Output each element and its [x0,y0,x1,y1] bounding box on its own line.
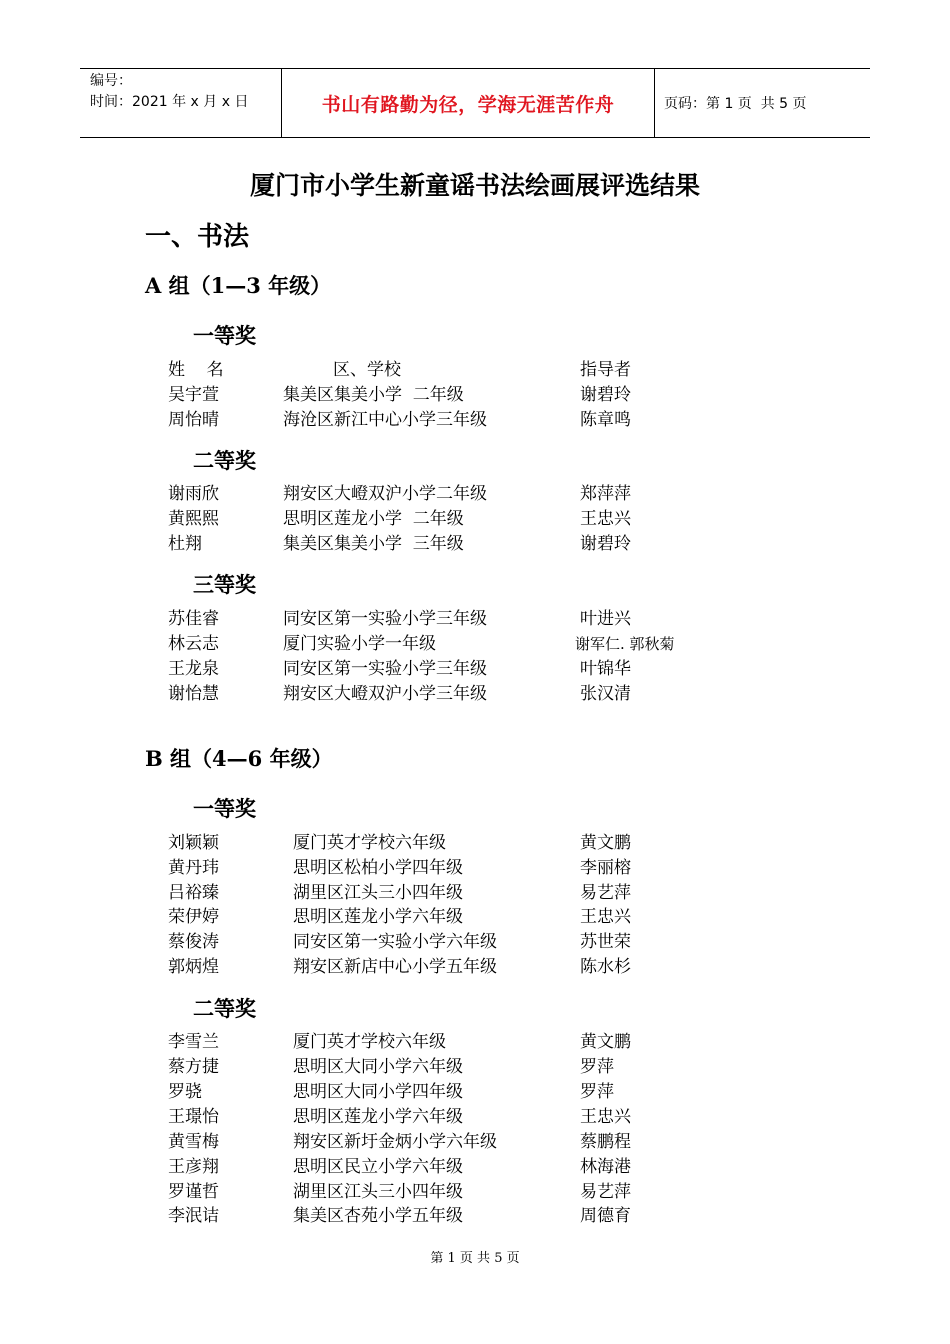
school-grade: 厦门英才学校六年级 [293,1032,446,1052]
teacher-name: 谢碧玲 [580,534,631,554]
group-a-third-prize-heading: 三等奖 [193,573,256,597]
school-grade: 同安区第一实验小学六年级 [293,932,497,952]
header-motto-cell [282,69,655,137]
table-row [0,1105,950,1130]
table-row [0,1080,950,1105]
table-row [0,482,950,507]
number-label: 编号： [90,73,132,89]
student-name: 刘颖颖 [168,833,219,853]
teacher-name: 蔡鹏程 [580,1132,631,1152]
school-grade: 海沧区新江中心小学三年级 [283,410,487,430]
student-name: 吕裕臻 [168,883,219,903]
school-grade: 翔安区新圩金炳小学六年级 [293,1132,497,1152]
table-row [0,831,950,856]
teacher-name: 罗萍 [580,1057,614,1077]
student-name: 王璟怡 [168,1107,219,1127]
student-name: 苏佳睿 [168,609,219,629]
page-header [80,68,870,138]
school-grade: 翔安区大嶝双沪小学二年级 [283,484,487,504]
table-row [0,408,950,433]
group-a-first-prize-heading: 一等奖 [193,324,256,348]
student-name: 黄雪梅 [168,1132,219,1152]
student-name: 谢雨欣 [168,484,219,504]
school-grade: 思明区大同小学六年级 [293,1057,463,1077]
school-grade: 思明区民立小学六年级 [293,1157,463,1177]
teacher-name: 苏世荣 [580,932,631,952]
teacher-name: 周德育 [580,1206,631,1226]
student-name: 林云志 [168,634,219,654]
teacher-name: 叶锦华 [580,659,631,679]
teacher-name: 陈水杉 [580,957,631,977]
section-heading: 一、书法 [145,222,250,252]
table-row [0,1130,950,1155]
table-row [0,632,950,657]
teacher-name: 李丽榕 [580,858,631,878]
table-row [0,930,950,955]
school-grade: 同安区第一实验小学三年级 [283,609,487,629]
school-grade: 集美区集美小学 三年级 [283,534,464,554]
student-name: 郭炳煌 [168,957,219,977]
column-name-header: 姓 名 [168,360,224,380]
student-name: 蔡方捷 [168,1057,219,1077]
student-name: 周怡晴 [168,410,219,430]
school-grade: 翔安区大嶝双沪小学三年级 [283,684,487,704]
table-row [0,905,950,930]
column-school-header: 区、学校 [333,360,401,380]
table-row [0,856,950,881]
teacher-name: 叶进兴 [580,609,631,629]
table-row [0,1204,950,1229]
group-b-heading: B 组（4—6 年级） [145,746,333,771]
student-name: 黄丹玮 [168,858,219,878]
table-row [0,507,950,532]
motto: 书山有路勤为径，学海无涯苦作舟 [321,93,615,116]
student-name: 李雪兰 [168,1032,219,1052]
document-title: 厦门市小学生新童谣书法绘画展评选结果 [249,171,700,200]
school-grade: 思明区莲龙小学 二年级 [283,509,464,529]
student-name: 荣伊婷 [168,907,219,927]
time-label: 时间：2021 年 x 月 x 日 [90,94,249,110]
school-grade: 厦门实验小学一年级 [283,634,436,654]
student-name: 蔡俊涛 [168,932,219,952]
student-name: 王龙泉 [168,659,219,679]
group-a-second-prize-heading: 二等奖 [193,449,256,473]
student-name: 黄熙熙 [168,509,219,529]
teacher-name: 黄文鹏 [580,833,631,853]
teacher-name: 张汉清 [580,684,631,704]
teacher-name: 陈章鸣 [580,410,631,430]
school-grade: 思明区松柏小学四年级 [293,858,463,878]
student-name: 王彦翔 [168,1157,219,1177]
student-name: 罗骁 [168,1082,202,1102]
teacher-name: 易艺萍 [580,1182,631,1202]
table-row [0,1055,950,1080]
student-name: 杜翔 [168,534,202,554]
teacher-name: 易艺萍 [580,883,631,903]
teacher-name: 王忠兴 [580,509,631,529]
teacher-name: 林海港 [580,1157,631,1177]
page-label: 页码：第 1 页 共 5 页 [664,96,807,112]
school-grade: 同安区第一实验小学三年级 [283,659,487,679]
group-b-first-prize-heading: 一等奖 [193,797,256,821]
teacher-name: 王忠兴 [580,907,631,927]
table-row [0,955,950,980]
school-grade: 集美区集美小学 二年级 [283,385,464,405]
table-row [0,881,950,906]
school-grade: 集美区杏苑小学五年级 [293,1206,463,1226]
column-teacher-header: 指导者 [580,360,631,380]
header-meta [80,69,282,137]
header-page-cell [655,69,870,137]
student-name: 罗谨哲 [168,1182,219,1202]
teacher-name: 罗萍 [580,1082,614,1102]
table-row [0,607,950,632]
table-row [0,1180,950,1205]
teacher-name: 谢碧玲 [580,385,631,405]
school-grade: 翔安区新店中心小学五年级 [293,957,497,977]
table-row [0,682,950,707]
school-grade: 思明区莲龙小学六年级 [293,907,463,927]
school-grade: 湖里区江头三小四年级 [293,1182,463,1202]
page-footer: 第 1 页 共 5 页 [430,1251,520,1266]
table-row [0,1155,950,1180]
school-grade: 思明区莲龙小学六年级 [293,1107,463,1127]
column-header-row [0,358,950,383]
teacher-name: 王忠兴 [580,1107,631,1127]
group-b-second-prize-heading: 二等奖 [193,997,256,1021]
table-row [0,383,950,408]
school-grade: 厦门英才学校六年级 [293,833,446,853]
teacher-name: 黄文鹏 [580,1032,631,1052]
table-row [0,1030,950,1055]
group-a-heading: A 组（1—3 年级） [145,273,332,298]
school-grade: 思明区大同小学四年级 [293,1082,463,1102]
student-name: 谢怡慧 [168,684,219,704]
table-row [0,532,950,557]
teacher-name: 郑萍萍 [580,484,631,504]
student-name: 吴宇萱 [168,385,219,405]
school-grade: 湖里区江头三小四年级 [293,883,463,903]
student-name: 李泯诘 [168,1206,219,1226]
teacher-name: 谢军仁. 郭秋菊 [575,635,675,653]
table-row [0,657,950,682]
